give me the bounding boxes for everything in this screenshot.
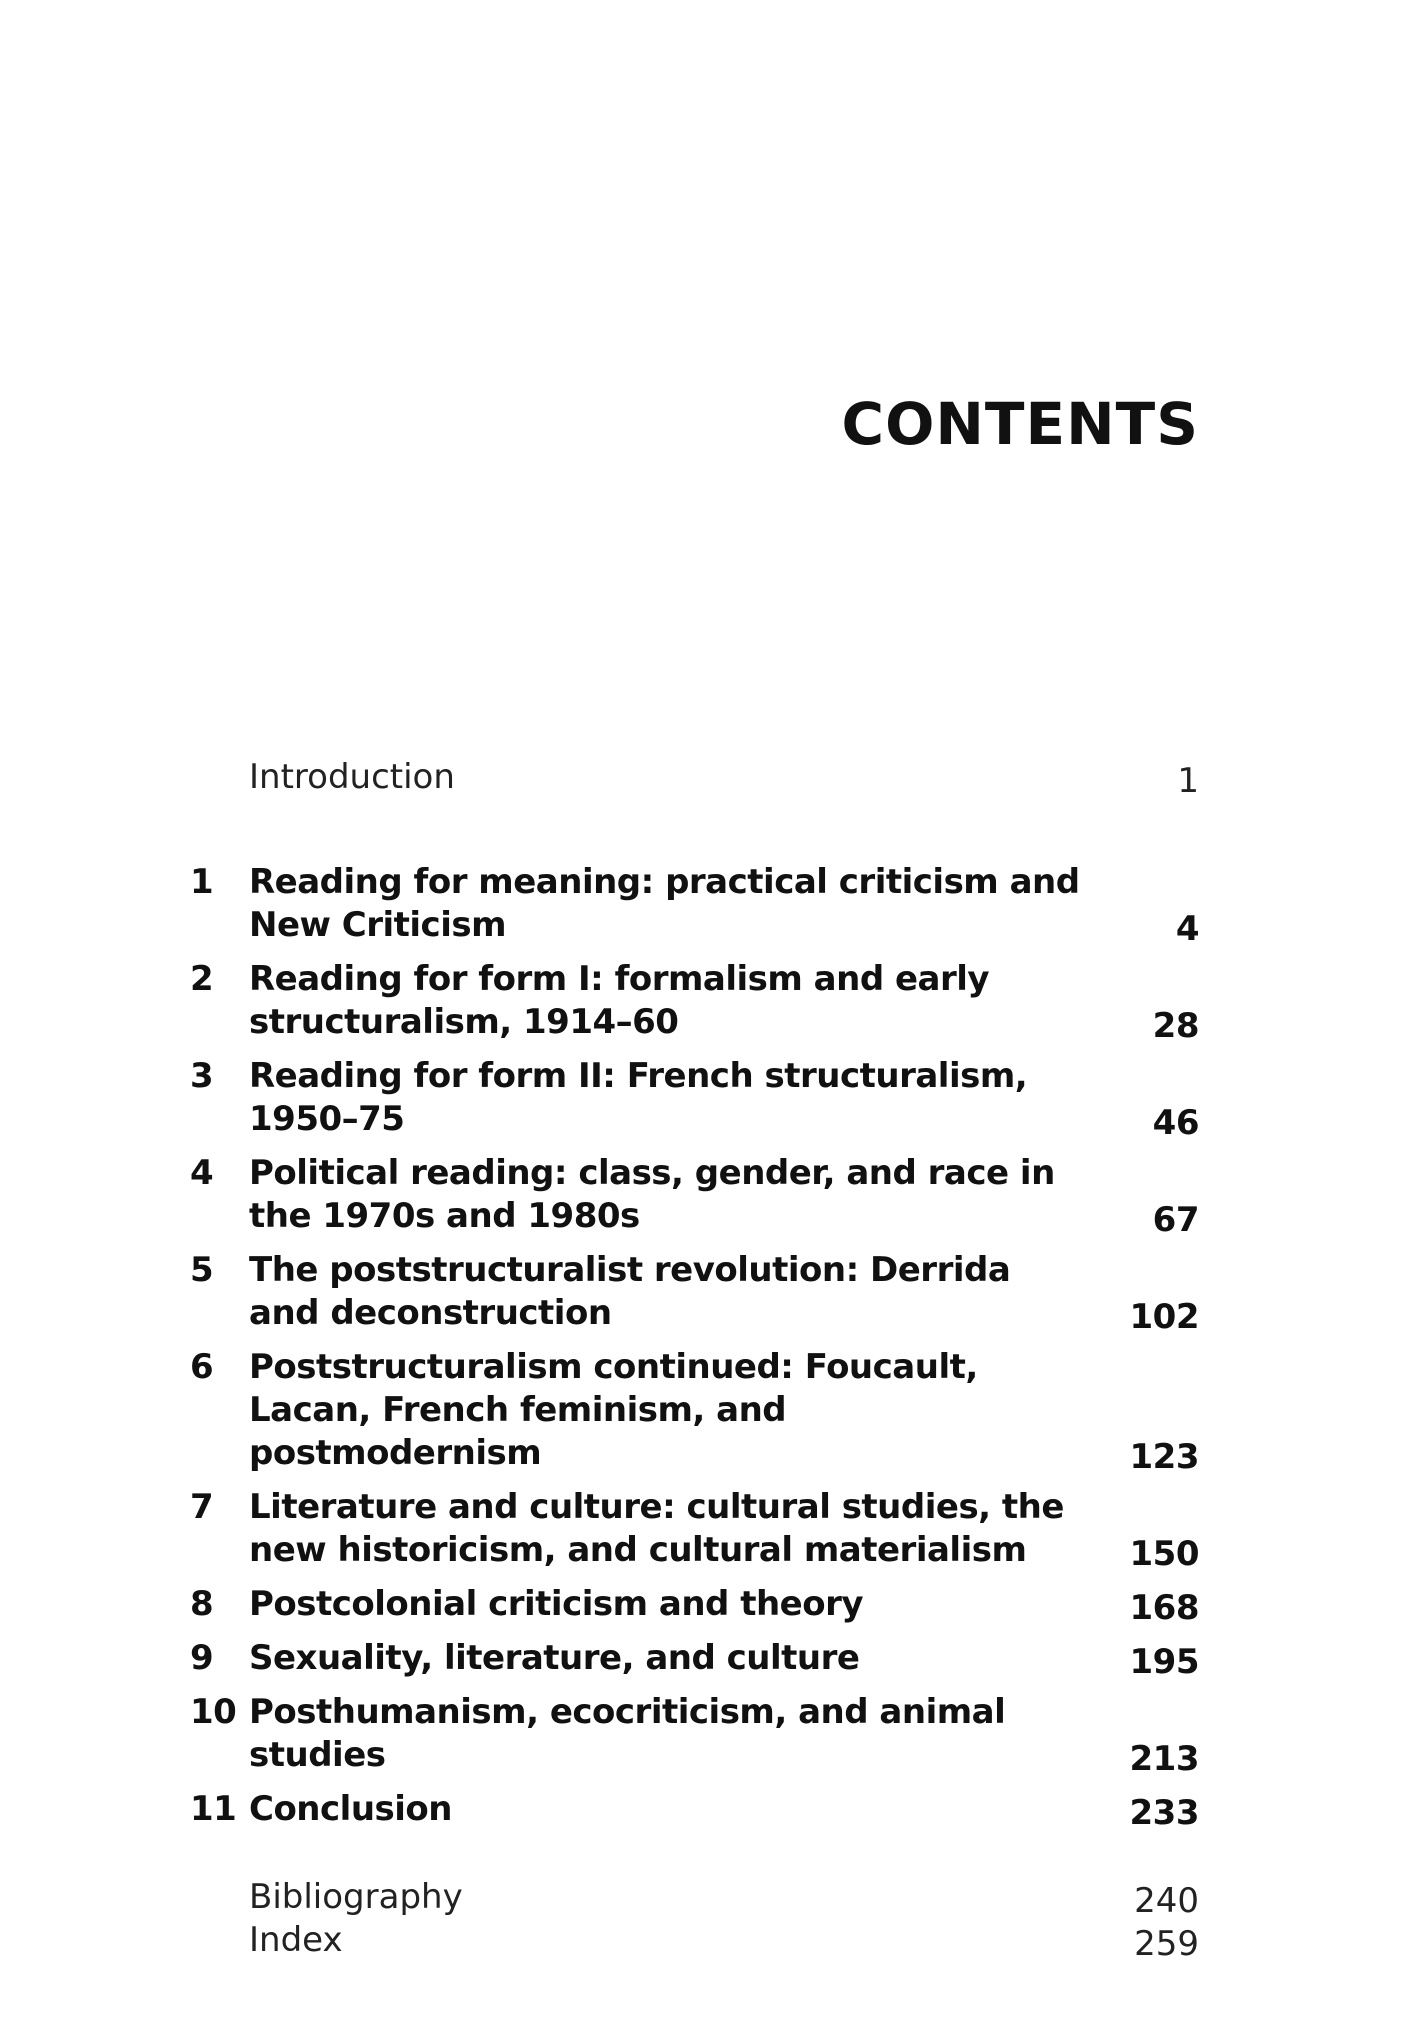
- toc-entry-number: 8: [190, 1584, 214, 1624]
- toc-entry-chapter-6[interactable]: [190, 1346, 1199, 1475]
- toc-entry-page: 195: [1129, 1642, 1199, 1682]
- toc-entry-index[interactable]: [190, 1919, 1199, 1962]
- toc-entry-number: 1: [190, 862, 214, 902]
- toc-entry-number: 10: [190, 1692, 237, 1732]
- toc-entry-page: 67: [1152, 1200, 1199, 1240]
- toc-entry-chapter-11[interactable]: [190, 1788, 1199, 1831]
- toc-entry-page: 4: [1175, 909, 1199, 949]
- toc-entry-chapter-9[interactable]: [190, 1637, 1199, 1680]
- toc-entry-chapter-8[interactable]: [190, 1583, 1199, 1626]
- table-of-contents: [190, 756, 1199, 1962]
- toc-entry-chapter-10[interactable]: [190, 1691, 1199, 1777]
- toc-entry-page: 123: [1129, 1437, 1199, 1477]
- toc-entry-title: Political reading: class, gender, and race in the 1970s and 1980s: [249, 1153, 1055, 1236]
- toc-entry-title: Postcolonial criticism and theory: [249, 1584, 864, 1624]
- toc-entry-title: Reading for form I: formalism and early structuralism, 1914–60: [249, 959, 990, 1042]
- toc-entry-title: Sexuality, literature, and culture: [249, 1638, 860, 1678]
- toc-entry-page: 1: [1177, 761, 1199, 801]
- toc-entry-title: Literature and culture: cultural studies, the new historicism, and cultural materialism: [249, 1487, 1064, 1570]
- toc-entry-chapter-4[interactable]: [190, 1152, 1199, 1238]
- toc-entry-number: 7: [190, 1487, 214, 1527]
- toc-entry-page: 28: [1152, 1006, 1199, 1046]
- toc-entry-page: 233: [1129, 1793, 1199, 1833]
- toc-entry-chapter-2[interactable]: [190, 958, 1199, 1044]
- toc-entry-title: Reading for meaning: practical criticism and New Criticism: [249, 862, 1080, 945]
- toc-entry-title: Posthumanism, ecocriticism, and animal studies: [249, 1692, 1006, 1775]
- toc-entry-number: 2: [190, 959, 214, 999]
- toc-entry-page: 150: [1129, 1534, 1199, 1574]
- page-title: CONTENTS: [841, 390, 1199, 458]
- toc-entry-title: Poststructuralism continued: Foucault, Lacan, French feminism, and postmodernism: [249, 1347, 978, 1473]
- toc-entry-page: 168: [1129, 1588, 1199, 1628]
- toc-entry-page: 102: [1129, 1297, 1199, 1337]
- toc-entry-number: 6: [190, 1347, 214, 1387]
- toc-entry-title: Index: [249, 1920, 343, 1960]
- toc-entry-number: 9: [190, 1638, 214, 1678]
- toc-entry-title: Conclusion: [249, 1789, 452, 1829]
- toc-entry-page: 46: [1152, 1103, 1199, 1143]
- toc-entry-chapter-3[interactable]: [190, 1055, 1199, 1141]
- toc-entry-number: 4: [190, 1153, 214, 1193]
- toc-entry-title: Reading for form II: French structuralism, 1950–75: [249, 1056, 1028, 1139]
- toc-entry-chapter-5[interactable]: [190, 1249, 1199, 1335]
- toc-entry-bibliography[interactable]: [190, 1876, 1199, 1919]
- toc-entry-number: 3: [190, 1056, 214, 1096]
- toc-entry-introduction[interactable]: [190, 756, 1199, 799]
- toc-entry-number: 5: [190, 1250, 214, 1290]
- toc-entry-chapter-7[interactable]: [190, 1486, 1199, 1572]
- toc-entry-page: 213: [1129, 1739, 1199, 1779]
- toc-entry-chapter-1[interactable]: [190, 861, 1199, 947]
- toc-entry-title: Introduction: [249, 757, 455, 797]
- toc-entry-page: 240: [1134, 1881, 1199, 1921]
- toc-entry-page: 259: [1134, 1924, 1199, 1964]
- toc-entry-title: The poststructuralist revolution: Derrida and deconstruction: [249, 1250, 1011, 1333]
- toc-entry-title: Bibliography: [249, 1877, 463, 1917]
- toc-entry-number: 11: [190, 1789, 237, 1829]
